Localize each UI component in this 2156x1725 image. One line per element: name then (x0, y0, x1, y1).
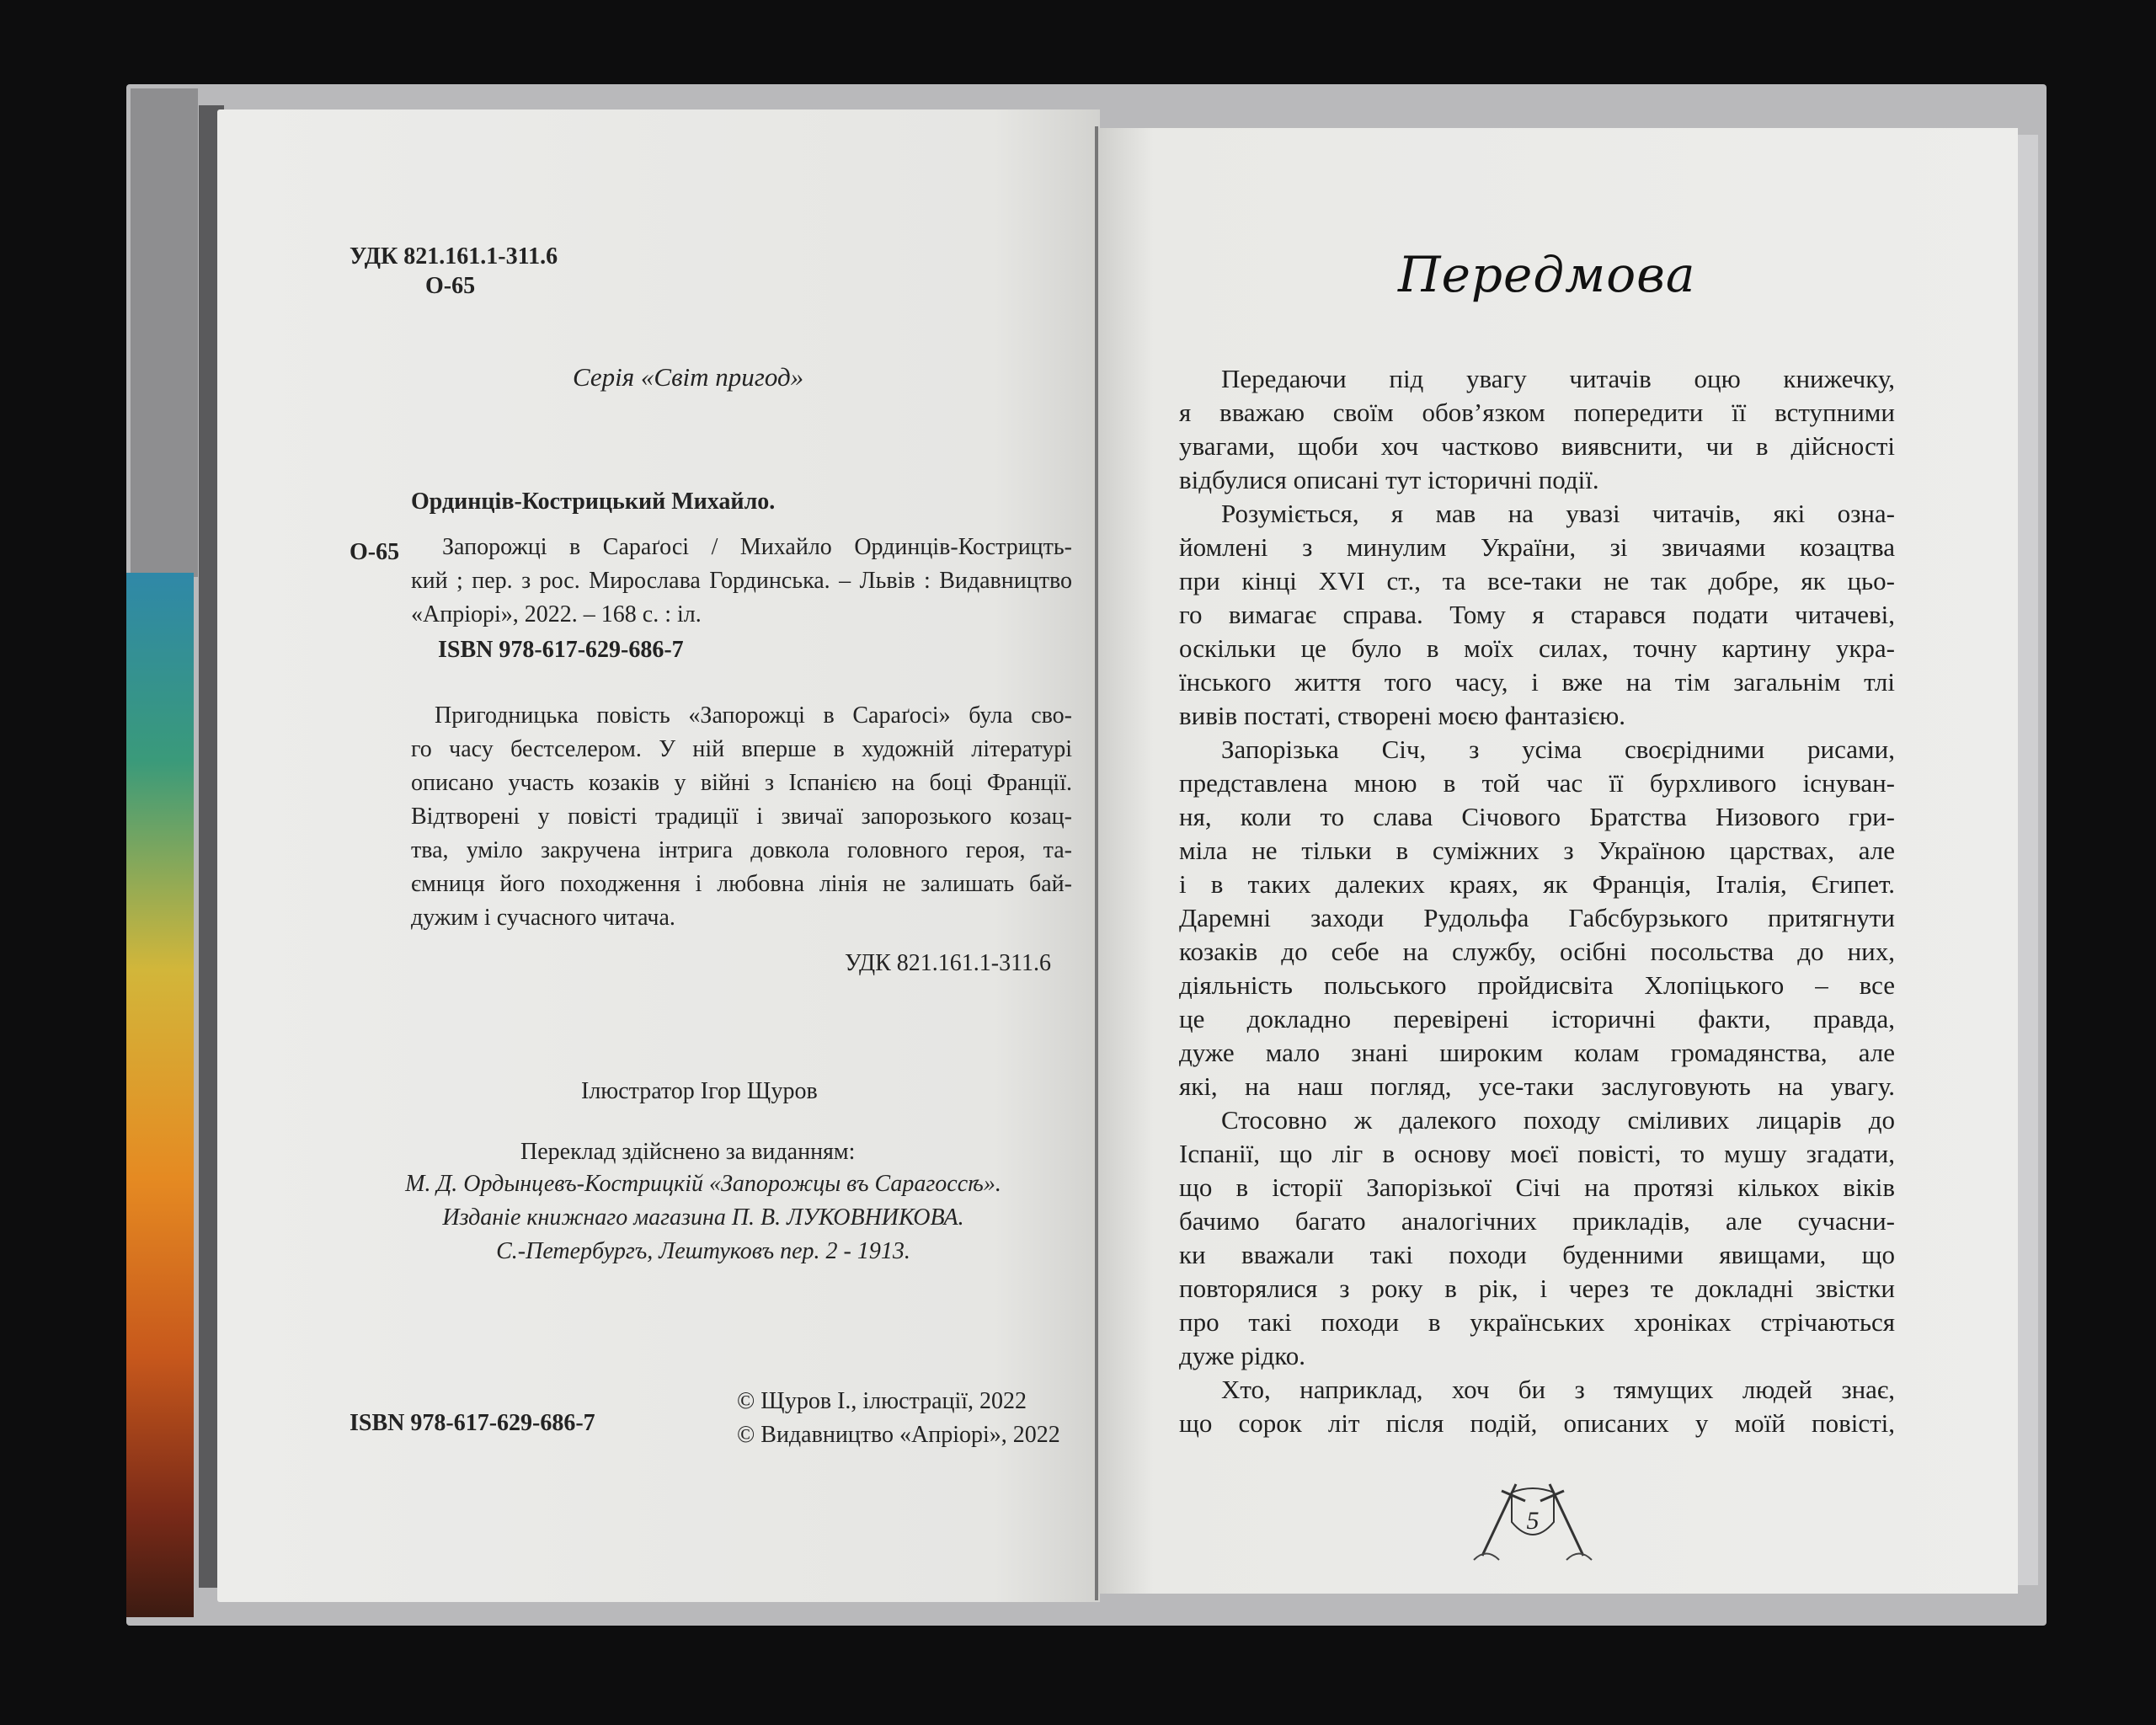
text-line: що сорок літ після подій, описаних у моїй повісті, (1179, 1408, 1895, 1438)
translation-line: Изданіе книжнаго магазина П. В. ЛУКОВНИКОВА. (442, 1204, 964, 1231)
annotation-line: Відтворені у повісті традиції і звичаї запорозького козац- (411, 804, 1072, 830)
page-gutter (1095, 126, 1098, 1600)
translation-source (371, 1167, 1086, 1268)
text-line: їнського життя того часу, і вже на тім загальнім тлі (1179, 667, 1895, 697)
text-line: я вважаю своїм обов’язком попередити її вступними (1179, 398, 1895, 427)
illustrator-credit: Ілюстратор Ігор Щуров (581, 1078, 818, 1104)
annotation-line: го часу бестселером. У ній вперше в художній літературі (411, 736, 1072, 762)
udk-bottom: УДК 821.161.1-311.6 (845, 950, 1052, 976)
catalog-entry (442, 531, 1072, 564)
text-line: про такі походи в українських хроніках стрічаються (1179, 1307, 1895, 1337)
text-line: Передаючи під увагу читачів оцю книжечку, (1221, 364, 1895, 393)
series-title: Серія «Світ пригод» (573, 362, 804, 392)
text-line: Даремні заходи Рудольфа Габсбурзького притягнути (1179, 903, 1895, 932)
text-line: міла не тільки в суміжних з Україною царствах, але (1179, 836, 1895, 865)
text-line: діяльність польського пройдисвіта Хлопіцького – все (1179, 970, 1895, 1000)
text-line: Запорізька Січ, з усіма своєрідними рисами, (1221, 734, 1895, 764)
text-line: вивів постаті, створені моєю фантазією. (1179, 701, 1625, 730)
cover-edge (2015, 135, 2038, 1585)
text-line: Стосовно ж далекого походу сміливих лицарів до (1221, 1105, 1895, 1135)
text-line: Іспанії, що ліг в основу моєї повісті, то мушу згадати, (1179, 1139, 1895, 1168)
author-name: Ординців-Кострицький Михайло. (411, 489, 776, 515)
catalog-entry-cont (411, 564, 1072, 632)
annotation-line: Пригодницька повість «Запорожці в Сараґосі» була сво- (435, 702, 1072, 729)
text-line: відбулися описані тут історичні події. (1179, 465, 1599, 494)
text-line: бачимо багато аналогічних прикладів, але сучасни- (1179, 1206, 1895, 1236)
catalog-line: Запорожці в Сараґосі / Михайло Ординців-Кострицть- (442, 534, 1072, 560)
translation-source-title: Переклад здійснено за виданням: (520, 1139, 856, 1165)
text-line: це докладно перевірені історичні факти, правда, (1179, 1004, 1895, 1033)
text-line: козаків до себе на службу, осібні посольства до них, (1179, 937, 1895, 966)
text-line: дуже рідко. (1179, 1341, 1306, 1370)
text-line: увагами, щоби хоч частково виявснити, чи в дійсності (1179, 431, 1895, 461)
annotation-line: ємниця його походження і любовна лінія не залишать бай- (411, 871, 1072, 897)
isbn-bottom: ISBN 978-617-629-686-7 (350, 1410, 595, 1436)
page-number: 5 (1526, 1507, 1540, 1535)
translation-line: С.-Петербургъ, Лештуковъ пер. 2 - 1913. (496, 1238, 910, 1264)
annotation (411, 699, 1072, 935)
text-line: ня, коли то слава Січового Братства Низового гри- (1179, 802, 1895, 831)
annotation-line: тва, уміло закручена інтрига довкола головного героя, та- (411, 837, 1072, 863)
copyright (737, 1385, 1074, 1452)
cover-pattern (131, 88, 198, 577)
catalog-mark: О-65 (350, 539, 400, 565)
translation-line: М. Д. Ордынцевъ-Кострицкій «Запорожцы въ Сарагоссѣ». (405, 1171, 1001, 1197)
catalog-line: «Апріорі», 2022. – 168 с. : іл. (411, 601, 702, 628)
text-line: дуже мало знані широким колам громадянства, але (1179, 1038, 1895, 1067)
chapter-heading: Передмова (1398, 246, 1696, 303)
annotation-line: дужим і сучасного читача. (411, 905, 675, 931)
text-line: ки вважали такі походи буденними явищами, що (1179, 1240, 1895, 1269)
preface-text (1179, 362, 1895, 1440)
text-line: го вимагає справа. Тому я старався подати читачеві, (1179, 600, 1895, 629)
udk-code: УДК 821.161.1-311.6 (350, 243, 558, 270)
annotation-line: описано участь козаків у війні з Іспанією на боці Франції. (411, 770, 1072, 796)
text-line: при кінці XVI ст., та все-таки не так добре, як цьо- (1179, 566, 1895, 595)
author-mark: О-65 (425, 273, 476, 299)
text-line: Хто, наприклад, хоч би з тямущих людей знає, (1221, 1375, 1895, 1404)
text-line: Розуміється, я мав на увазі читачів, які озна- (1221, 499, 1895, 528)
cover-illustration (126, 573, 194, 1617)
text-line: повторялися з року в рік, і через те докладні звістки (1179, 1274, 1895, 1303)
text-line: представлена мною в той час її бурхливого існуван- (1179, 768, 1895, 798)
catalog-line: кий ; пер. з рос. Мирослава Гординська. – Львів : Видавництво (411, 568, 1072, 594)
text-line: що в історії Запорізької Січі на протязі кількох віків (1179, 1172, 1895, 1202)
text-line: оскільки це було в моїх силах, точну картину укра- (1179, 633, 1895, 663)
copyright-line: © Щуров І., ілюстрації, 2022 (737, 1388, 1027, 1414)
text-line: які, на наш погляд, усе-таки заслуговують на увагу. (1179, 1071, 1895, 1101)
isbn-catalog: ISBN 978-617-629-686-7 (438, 637, 684, 663)
text-line: і в таких далеких краях, як Франція, Італія, Єгипет. (1179, 869, 1895, 899)
text-line: йомлені з минулим України, зі звичаями козацтва (1179, 532, 1895, 562)
copyright-line: © Видавництво «Апріорі», 2022 (737, 1422, 1060, 1448)
